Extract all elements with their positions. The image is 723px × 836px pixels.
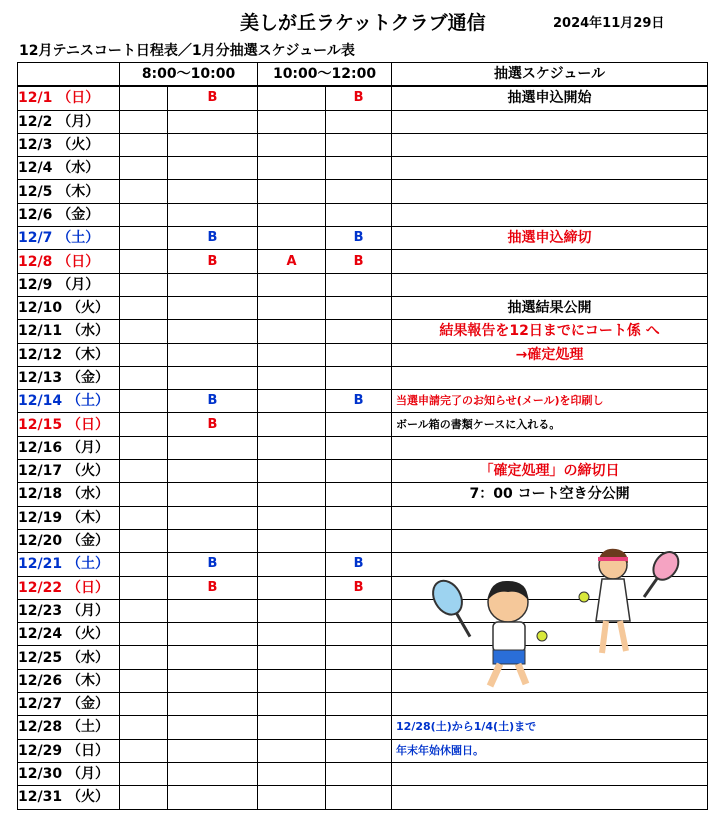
- morning-court-2: [168, 320, 258, 343]
- row-date: 12/16 （月）: [18, 436, 120, 459]
- morning-court-2: [168, 273, 258, 296]
- morning-court-2: [168, 180, 258, 203]
- header-late-slot: 10:00〜12:00: [258, 63, 392, 87]
- header-morning-slot: 8:00〜10:00: [120, 63, 258, 87]
- morning-court-2: [168, 646, 258, 669]
- table-row: [18, 203, 708, 226]
- late-court-2: [326, 786, 392, 809]
- late-court-1: [258, 646, 326, 669]
- morning-court-1: [120, 623, 168, 646]
- row-date: 12/25 （水）: [18, 646, 120, 669]
- morning-court-1: [120, 576, 168, 599]
- table-row: [18, 716, 708, 739]
- late-court-1: [258, 623, 326, 646]
- row-note: 「確定処理」の締切日: [392, 460, 708, 483]
- table-row: [18, 483, 708, 506]
- late-court-1: [258, 296, 326, 319]
- header-date: [18, 63, 120, 87]
- morning-court-1: [120, 460, 168, 483]
- morning-court-2: [168, 786, 258, 809]
- morning-court-1: [120, 786, 168, 809]
- table-row: [18, 693, 708, 716]
- late-court-2: B: [326, 553, 392, 576]
- late-court-2: [326, 623, 392, 646]
- row-date: 12/26 （木）: [18, 669, 120, 692]
- late-court-1: [258, 366, 326, 389]
- row-date: 12/30 （月）: [18, 762, 120, 785]
- row-date: 12/27 （金）: [18, 693, 120, 716]
- row-date: 12/6 （金）: [18, 203, 120, 226]
- late-court-1: [258, 669, 326, 692]
- late-court-2: [326, 693, 392, 716]
- row-date: 12/18 （水）: [18, 483, 120, 506]
- row-note: [392, 180, 708, 203]
- morning-court-1: [120, 739, 168, 762]
- late-court-2: [326, 762, 392, 785]
- row-date: 12/5 （木）: [18, 180, 120, 203]
- row-date: 12/4 （水）: [18, 157, 120, 180]
- morning-court-2: [168, 529, 258, 552]
- late-court-1: [258, 320, 326, 343]
- row-note: 年末年始休園日。: [392, 739, 708, 762]
- morning-court-1: [120, 669, 168, 692]
- morning-court-2: [168, 599, 258, 622]
- row-date: 12/8 （日）: [18, 250, 120, 273]
- table-row: [18, 390, 708, 413]
- late-court-1: [258, 529, 326, 552]
- morning-court-1: [120, 86, 168, 110]
- late-court-2: [326, 646, 392, 669]
- late-court-2: [326, 157, 392, 180]
- late-court-1: [258, 599, 326, 622]
- row-note: [392, 366, 708, 389]
- morning-court-2: [168, 203, 258, 226]
- row-note: [392, 250, 708, 273]
- table-row: [18, 739, 708, 762]
- row-date: 12/23 （月）: [18, 599, 120, 622]
- table-row: [18, 366, 708, 389]
- row-date: 12/17 （火）: [18, 460, 120, 483]
- morning-court-2: [168, 693, 258, 716]
- row-date: 12/11 （水）: [18, 320, 120, 343]
- morning-court-2: [168, 296, 258, 319]
- morning-court-1: [120, 157, 168, 180]
- table-row: [18, 506, 708, 529]
- late-court-1: [258, 180, 326, 203]
- late-court-1: [258, 786, 326, 809]
- late-court-2: B: [326, 227, 392, 250]
- table-row: [18, 669, 708, 692]
- morning-court-2: [168, 133, 258, 156]
- late-court-1: [258, 390, 326, 413]
- row-note: [392, 693, 708, 716]
- late-court-1: [258, 762, 326, 785]
- tennis-girl-icon: [578, 545, 683, 665]
- morning-court-2: [168, 739, 258, 762]
- row-note: [392, 110, 708, 133]
- morning-court-2: B: [168, 86, 258, 110]
- row-note: [392, 203, 708, 226]
- late-court-2: [326, 529, 392, 552]
- row-date: 12/9 （月）: [18, 273, 120, 296]
- row-date: 12/21 （土）: [18, 553, 120, 576]
- morning-court-2: B: [168, 413, 258, 436]
- row-note: [392, 133, 708, 156]
- morning-court-2: [168, 483, 258, 506]
- row-note: 抽選申込締切: [392, 227, 708, 250]
- morning-court-1: [120, 320, 168, 343]
- morning-court-2: B: [168, 576, 258, 599]
- late-court-1: [258, 716, 326, 739]
- table-row: [18, 273, 708, 296]
- table-row: [18, 86, 708, 110]
- morning-court-1: [120, 227, 168, 250]
- morning-court-1: [120, 296, 168, 319]
- morning-court-1: [120, 553, 168, 576]
- row-note: [392, 762, 708, 785]
- row-date: 12/2 （月）: [18, 110, 120, 133]
- table-row: [18, 436, 708, 459]
- row-note: 結果報告を12日までにコート係 へ: [392, 320, 708, 343]
- table-row: [18, 786, 708, 809]
- morning-court-2: [168, 669, 258, 692]
- table-row: [18, 133, 708, 156]
- row-note: [392, 273, 708, 296]
- table-row: [18, 320, 708, 343]
- morning-court-2: [168, 460, 258, 483]
- late-court-2: B: [326, 86, 392, 110]
- late-court-1: A: [258, 250, 326, 273]
- row-date: 12/10 （火）: [18, 296, 120, 319]
- morning-court-1: [120, 366, 168, 389]
- late-court-1: [258, 273, 326, 296]
- late-court-2: [326, 296, 392, 319]
- morning-court-2: [168, 110, 258, 133]
- late-court-2: [326, 133, 392, 156]
- late-court-1: [258, 133, 326, 156]
- morning-court-1: [120, 716, 168, 739]
- late-court-1: [258, 739, 326, 762]
- table-row: [18, 413, 708, 436]
- morning-court-1: [120, 390, 168, 413]
- late-court-1: [258, 203, 326, 226]
- morning-court-2: B: [168, 227, 258, 250]
- late-court-1: [258, 413, 326, 436]
- row-note: [392, 786, 708, 809]
- late-court-1: [258, 460, 326, 483]
- late-court-1: [258, 157, 326, 180]
- table-row: [18, 296, 708, 319]
- page-title: 美しが丘ラケットクラブ通信: [240, 12, 486, 34]
- tennis-boy-icon: [430, 572, 560, 692]
- table-row: [18, 180, 708, 203]
- row-date: 12/24 （火）: [18, 623, 120, 646]
- morning-court-1: [120, 110, 168, 133]
- row-note: [392, 506, 708, 529]
- late-court-2: [326, 436, 392, 459]
- late-court-1: [258, 506, 326, 529]
- row-note: 当選申請完了のお知らせ(メール)を印刷し: [392, 390, 708, 413]
- morning-court-1: [120, 133, 168, 156]
- morning-court-1: [120, 180, 168, 203]
- table-row: [18, 227, 708, 250]
- row-date: 12/28 （土）: [18, 716, 120, 739]
- late-court-1: [258, 483, 326, 506]
- row-date: 12/13 （金）: [18, 366, 120, 389]
- late-court-1: [258, 693, 326, 716]
- row-date: 12/3 （火）: [18, 133, 120, 156]
- late-court-1: [258, 343, 326, 366]
- row-date: 12/1 （日）: [18, 86, 120, 110]
- morning-court-2: [168, 436, 258, 459]
- morning-court-1: [120, 762, 168, 785]
- header-lottery-schedule: 抽選スケジュール: [392, 63, 708, 87]
- late-court-1: [258, 553, 326, 576]
- late-court-2: [326, 460, 392, 483]
- morning-court-1: [120, 250, 168, 273]
- row-note: →確定処理: [392, 343, 708, 366]
- late-court-2: [326, 320, 392, 343]
- row-date: 12/12 （木）: [18, 343, 120, 366]
- late-court-1: [258, 86, 326, 110]
- late-court-2: [326, 273, 392, 296]
- table-row: [18, 343, 708, 366]
- late-court-2: [326, 599, 392, 622]
- table-header-row: [18, 63, 708, 87]
- morning-court-1: [120, 529, 168, 552]
- row-date: 12/31 （火）: [18, 786, 120, 809]
- morning-court-2: [168, 762, 258, 785]
- late-court-2: [326, 366, 392, 389]
- morning-court-2: [168, 366, 258, 389]
- morning-court-1: [120, 506, 168, 529]
- schedule-table: [17, 62, 708, 810]
- morning-court-1: [120, 646, 168, 669]
- late-court-2: [326, 343, 392, 366]
- row-note: [392, 436, 708, 459]
- row-date: 12/7 （土）: [18, 227, 120, 250]
- late-court-2: [326, 413, 392, 436]
- morning-court-2: B: [168, 250, 258, 273]
- late-court-1: [258, 110, 326, 133]
- row-date: 12/19 （木）: [18, 506, 120, 529]
- table-row: [18, 762, 708, 785]
- morning-court-1: [120, 599, 168, 622]
- late-court-2: [326, 110, 392, 133]
- row-note: 12/28(土)から1/4(土)まで: [392, 716, 708, 739]
- late-court-2: [326, 716, 392, 739]
- morning-court-2: B: [168, 553, 258, 576]
- row-note: [392, 157, 708, 180]
- late-court-2: [326, 203, 392, 226]
- row-date: 12/22 （日）: [18, 576, 120, 599]
- morning-court-2: B: [168, 390, 258, 413]
- table-row: [18, 460, 708, 483]
- table-row: [18, 157, 708, 180]
- row-note: 抽選申込開始: [392, 86, 708, 110]
- morning-court-1: [120, 436, 168, 459]
- morning-court-2: [168, 623, 258, 646]
- row-date: 12/20 （金）: [18, 529, 120, 552]
- row-date: 12/29 （日）: [18, 739, 120, 762]
- morning-court-1: [120, 693, 168, 716]
- morning-court-1: [120, 483, 168, 506]
- late-court-2: [326, 739, 392, 762]
- row-note: ボール箱の書類ケースに入れる。: [392, 413, 708, 436]
- morning-court-1: [120, 413, 168, 436]
- late-court-2: [326, 506, 392, 529]
- morning-court-2: [168, 157, 258, 180]
- morning-court-1: [120, 203, 168, 226]
- row-date: 12/15 （日）: [18, 413, 120, 436]
- row-date: 12/14 （土）: [18, 390, 120, 413]
- morning-court-2: [168, 506, 258, 529]
- late-court-2: B: [326, 250, 392, 273]
- morning-court-1: [120, 343, 168, 366]
- late-court-1: [258, 227, 326, 250]
- morning-court-2: [168, 716, 258, 739]
- morning-court-1: [120, 273, 168, 296]
- late-court-2: B: [326, 576, 392, 599]
- issue-date: 2024年11月29日: [553, 16, 665, 31]
- late-court-2: [326, 669, 392, 692]
- late-court-1: [258, 576, 326, 599]
- late-court-2: B: [326, 390, 392, 413]
- row-note: 抽選結果公開: [392, 296, 708, 319]
- table-row: [18, 110, 708, 133]
- row-note: 7：00 コート空き分公開: [392, 483, 708, 506]
- table-row: [18, 250, 708, 273]
- late-court-1: [258, 436, 326, 459]
- table-subtitle: 12月テニスコート日程表／1月分抽選スケジュール表: [19, 43, 355, 59]
- late-court-2: [326, 180, 392, 203]
- morning-court-2: [168, 343, 258, 366]
- late-court-2: [326, 483, 392, 506]
